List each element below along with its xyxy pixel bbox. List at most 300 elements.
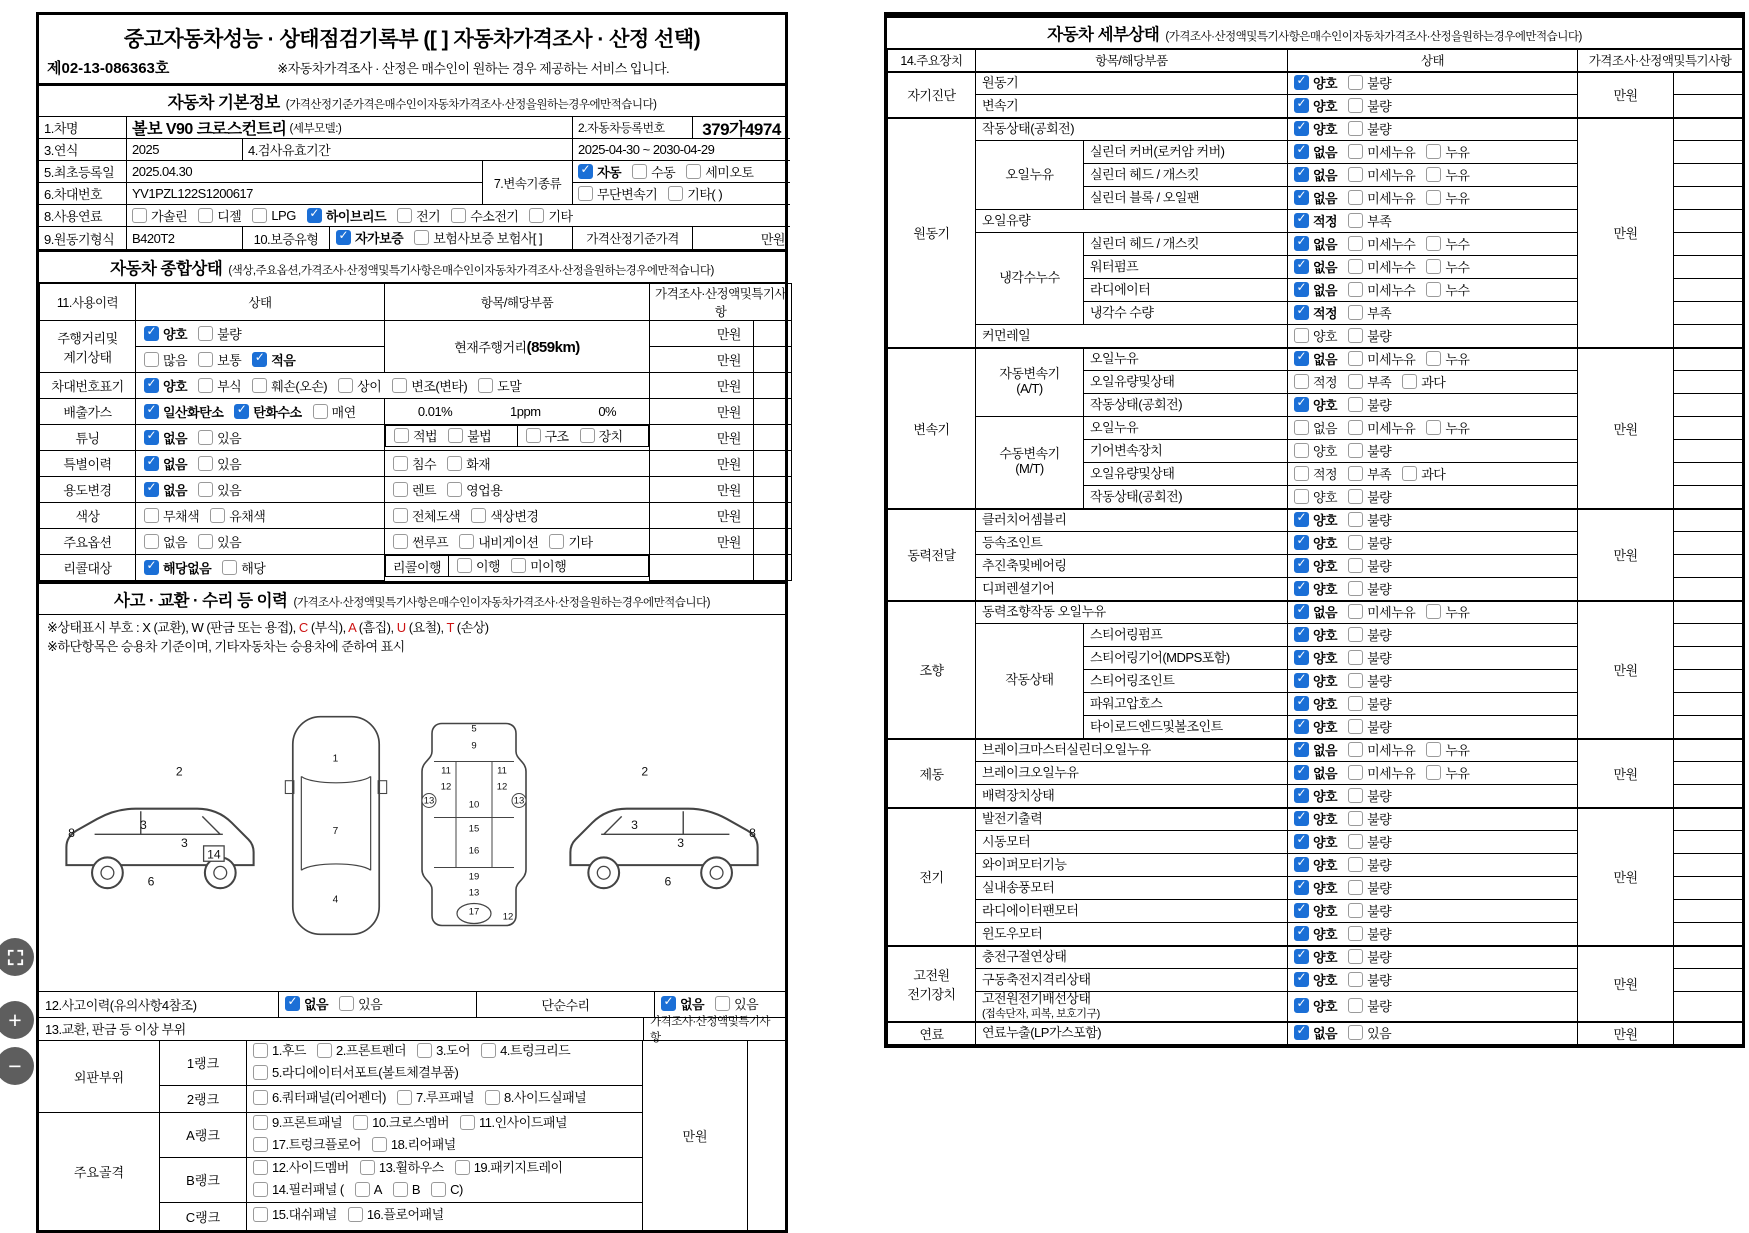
option-수동[interactable]	[632, 162, 675, 181]
option-불량[interactable]	[1348, 924, 1391, 943]
option-불량[interactable]	[1348, 579, 1391, 598]
unchecked-checkbox-icon[interactable]	[393, 534, 408, 549]
checked-checkbox-icon[interactable]	[1294, 75, 1309, 90]
unchecked-checkbox-icon[interactable]	[1426, 765, 1441, 780]
checked-checkbox-icon[interactable]	[234, 404, 249, 419]
unchecked-checkbox-icon[interactable]	[431, 1182, 446, 1197]
unchecked-checkbox-icon[interactable]	[253, 1065, 268, 1080]
option-없음[interactable]	[144, 532, 187, 551]
unchecked-checkbox-icon[interactable]	[313, 404, 328, 419]
unchecked-checkbox-icon[interactable]	[448, 428, 463, 443]
option-누수[interactable]	[1426, 280, 1469, 299]
checked-checkbox-icon[interactable]	[1294, 535, 1309, 550]
unchecked-checkbox-icon[interactable]	[668, 186, 683, 201]
unchecked-checkbox-icon[interactable]	[1348, 949, 1363, 964]
option-적정[interactable]	[1294, 211, 1337, 230]
option-불량[interactable]	[1348, 671, 1391, 690]
checked-checkbox-icon[interactable]	[285, 996, 300, 1011]
option-없음[interactable]	[144, 428, 187, 447]
unchecked-checkbox-icon[interactable]	[1402, 374, 1417, 389]
unchecked-checkbox-icon[interactable]	[253, 1137, 268, 1152]
unchecked-checkbox-icon[interactable]	[1294, 328, 1309, 343]
unchecked-checkbox-icon[interactable]	[253, 1090, 268, 1105]
checked-checkbox-icon[interactable]	[1294, 998, 1309, 1013]
unchecked-checkbox-icon[interactable]	[1348, 190, 1363, 205]
option-양호[interactable]	[1294, 671, 1337, 690]
option-14.필러패널 ([interactable]	[253, 1180, 344, 1199]
option-7.루프패널[interactable]	[397, 1088, 474, 1107]
option-1.후드[interactable]	[253, 1041, 306, 1060]
option-양호[interactable]	[1294, 901, 1337, 920]
option-보험사보증 보험사[ ][interactable]	[414, 228, 542, 247]
option-누수[interactable]	[1426, 257, 1469, 276]
option-하이브리드[interactable]	[307, 206, 386, 225]
option-양호[interactable]	[1294, 832, 1337, 851]
checked-checkbox-icon[interactable]	[1294, 351, 1309, 366]
unchecked-checkbox-icon[interactable]	[355, 1182, 370, 1197]
unchecked-checkbox-icon[interactable]	[460, 1115, 475, 1130]
option-불량[interactable]	[1348, 510, 1391, 529]
option-17.트렁크플로어[interactable]	[253, 1135, 361, 1154]
checked-checkbox-icon[interactable]	[1294, 167, 1309, 182]
unchecked-checkbox-icon[interactable]	[1348, 466, 1363, 481]
checked-checkbox-icon[interactable]	[144, 482, 159, 497]
checked-checkbox-icon[interactable]	[1294, 972, 1309, 987]
option-누유[interactable]	[1426, 349, 1469, 368]
option-불량[interactable]	[1348, 809, 1391, 828]
option-있음[interactable]	[198, 428, 241, 447]
option-보통[interactable]	[198, 350, 241, 369]
option-화재[interactable]	[447, 454, 490, 473]
option-디젤[interactable]	[198, 206, 241, 225]
unchecked-checkbox-icon[interactable]	[339, 996, 354, 1011]
unchecked-checkbox-icon[interactable]	[459, 534, 474, 549]
checked-checkbox-icon[interactable]	[1294, 282, 1309, 297]
unchecked-checkbox-icon[interactable]	[1294, 443, 1309, 458]
unchecked-checkbox-icon[interactable]	[360, 1160, 375, 1175]
option-훼손(오손)[interactable]	[252, 376, 327, 395]
option-미세누유[interactable]	[1348, 763, 1415, 782]
unchecked-checkbox-icon[interactable]	[481, 1043, 496, 1058]
option-미세누유[interactable]	[1348, 165, 1415, 184]
unchecked-checkbox-icon[interactable]	[1348, 374, 1363, 389]
checked-checkbox-icon[interactable]	[1294, 604, 1309, 619]
option-미이행[interactable]	[511, 556, 566, 575]
option-없음[interactable]	[1294, 257, 1337, 276]
unchecked-checkbox-icon[interactable]	[715, 996, 730, 1011]
option-불량[interactable]	[1348, 556, 1391, 575]
option-양호[interactable]	[1294, 510, 1337, 529]
unchecked-checkbox-icon[interactable]	[198, 378, 213, 393]
option-불량[interactable]	[198, 324, 241, 343]
unchecked-checkbox-icon[interactable]	[1348, 857, 1363, 872]
unchecked-checkbox-icon[interactable]	[393, 456, 408, 471]
checked-checkbox-icon[interactable]	[1294, 834, 1309, 849]
unchecked-checkbox-icon[interactable]	[252, 378, 267, 393]
option-불량[interactable]	[1348, 832, 1391, 851]
option-미세누수[interactable]	[1348, 257, 1415, 276]
unchecked-checkbox-icon[interactable]	[1348, 443, 1363, 458]
unchecked-checkbox-icon[interactable]	[132, 208, 147, 223]
option-양호[interactable]	[1294, 970, 1337, 989]
option-불량[interactable]	[1348, 970, 1391, 989]
unchecked-checkbox-icon[interactable]	[1348, 811, 1363, 826]
unchecked-checkbox-icon[interactable]	[1294, 374, 1309, 389]
unchecked-checkbox-icon[interactable]	[1294, 489, 1309, 504]
option-누유[interactable]	[1426, 602, 1469, 621]
unchecked-checkbox-icon[interactable]	[393, 482, 408, 497]
checked-checkbox-icon[interactable]	[1294, 765, 1309, 780]
unchecked-checkbox-icon[interactable]	[455, 1160, 470, 1175]
option-없음[interactable]	[1294, 740, 1337, 759]
option-불량[interactable]	[1348, 625, 1391, 644]
unchecked-checkbox-icon[interactable]	[1348, 742, 1363, 757]
option-적음[interactable]	[252, 350, 295, 369]
option-과다[interactable]	[1402, 464, 1445, 483]
option-없음[interactable]	[144, 454, 187, 473]
option-전기[interactable]	[397, 206, 440, 225]
option-12.사이드멤버[interactable]	[253, 1158, 349, 1177]
option-미세누유[interactable]	[1348, 740, 1415, 759]
option-적정[interactable]	[1294, 372, 1337, 391]
unchecked-checkbox-icon[interactable]	[526, 428, 541, 443]
unchecked-checkbox-icon[interactable]	[1348, 236, 1363, 251]
unchecked-checkbox-icon[interactable]	[1348, 282, 1363, 297]
option-B[interactable]	[393, 1180, 420, 1199]
checked-checkbox-icon[interactable]	[1294, 650, 1309, 665]
option-19.패키지트레이[interactable]	[455, 1158, 563, 1177]
unchecked-checkbox-icon[interactable]	[1348, 535, 1363, 550]
unchecked-checkbox-icon[interactable]	[253, 1043, 268, 1058]
option-가솔린[interactable]	[132, 206, 187, 225]
option-양호[interactable]	[1294, 717, 1337, 736]
option-누유[interactable]	[1426, 763, 1469, 782]
checked-checkbox-icon[interactable]	[307, 208, 322, 223]
unchecked-checkbox-icon[interactable]	[144, 508, 159, 523]
option-LPG[interactable]	[252, 208, 296, 223]
option-전체도색[interactable]	[393, 506, 460, 525]
unchecked-checkbox-icon[interactable]	[1348, 673, 1363, 688]
option-미세누유[interactable]	[1348, 418, 1415, 437]
unchecked-checkbox-icon[interactable]	[451, 208, 466, 223]
checked-checkbox-icon[interactable]	[1294, 236, 1309, 251]
unchecked-checkbox-icon[interactable]	[253, 1207, 268, 1222]
zoom-in-button[interactable]	[0, 1001, 34, 1039]
checked-checkbox-icon[interactable]	[1294, 512, 1309, 527]
unchecked-checkbox-icon[interactable]	[1426, 144, 1441, 159]
option-양호[interactable]	[1294, 395, 1337, 414]
option-9.프론트패널[interactable]	[253, 1113, 342, 1132]
checked-checkbox-icon[interactable]	[1294, 719, 1309, 734]
fullscreen-button[interactable]	[0, 938, 34, 976]
checked-checkbox-icon[interactable]	[144, 404, 159, 419]
option-양호[interactable]	[1294, 855, 1337, 874]
unchecked-checkbox-icon[interactable]	[1348, 98, 1363, 113]
option-부식[interactable]	[198, 376, 241, 395]
checked-checkbox-icon[interactable]	[1294, 926, 1309, 941]
option-도말[interactable]	[478, 376, 521, 395]
checked-checkbox-icon[interactable]	[1294, 811, 1309, 826]
unchecked-checkbox-icon[interactable]	[1426, 742, 1441, 757]
unchecked-checkbox-icon[interactable]	[1348, 328, 1363, 343]
unchecked-checkbox-icon[interactable]	[549, 534, 564, 549]
unchecked-checkbox-icon[interactable]	[686, 164, 701, 179]
option-무채색[interactable]	[144, 506, 199, 525]
unchecked-checkbox-icon[interactable]	[372, 1137, 387, 1152]
unchecked-checkbox-icon[interactable]	[1426, 259, 1441, 274]
option-유채색[interactable]	[210, 506, 265, 525]
option-없음[interactable]	[1294, 234, 1337, 253]
option-과다[interactable]	[1402, 372, 1445, 391]
option-있음[interactable]	[198, 532, 241, 551]
unchecked-checkbox-icon[interactable]	[1348, 489, 1363, 504]
unchecked-checkbox-icon[interactable]	[253, 1182, 268, 1197]
unchecked-checkbox-icon[interactable]	[1348, 213, 1363, 228]
unchecked-checkbox-icon[interactable]	[394, 428, 409, 443]
option-누유[interactable]	[1426, 740, 1469, 759]
unchecked-checkbox-icon[interactable]	[1426, 282, 1441, 297]
unchecked-checkbox-icon[interactable]	[1348, 972, 1363, 987]
unchecked-checkbox-icon[interactable]	[1348, 880, 1363, 895]
option-있음[interactable]	[198, 454, 241, 473]
option-13.휠하우스[interactable]	[360, 1158, 444, 1177]
checked-checkbox-icon[interactable]	[1294, 880, 1309, 895]
checked-checkbox-icon[interactable]	[1294, 305, 1309, 320]
unchecked-checkbox-icon[interactable]	[1348, 305, 1363, 320]
unchecked-checkbox-icon[interactable]	[1348, 765, 1363, 780]
unchecked-checkbox-icon[interactable]	[1348, 1025, 1363, 1040]
unchecked-checkbox-icon[interactable]	[317, 1043, 332, 1058]
checked-checkbox-icon[interactable]	[661, 996, 676, 1011]
option-양호[interactable]	[144, 376, 187, 395]
checked-checkbox-icon[interactable]	[1294, 98, 1309, 113]
option-양호[interactable]	[1294, 326, 1337, 345]
option-있음[interactable]	[198, 480, 241, 499]
option-4.트렁크리드[interactable]	[481, 1041, 570, 1060]
checked-checkbox-icon[interactable]	[144, 456, 159, 471]
option-2.프론트펜더[interactable]	[317, 1041, 406, 1060]
unchecked-checkbox-icon[interactable]	[1348, 167, 1363, 182]
checked-checkbox-icon[interactable]	[144, 326, 159, 341]
unchecked-checkbox-icon[interactable]	[1426, 236, 1441, 251]
option-양호[interactable]	[1294, 73, 1337, 92]
option-11.인사이드패널[interactable]	[460, 1113, 567, 1132]
option-없음[interactable]	[1294, 349, 1337, 368]
option-누유[interactable]	[1426, 165, 1469, 184]
option-없음[interactable]	[1294, 165, 1337, 184]
unchecked-checkbox-icon[interactable]	[1348, 259, 1363, 274]
unchecked-checkbox-icon[interactable]	[1348, 121, 1363, 136]
option-없음[interactable]	[285, 994, 328, 1013]
checked-checkbox-icon[interactable]	[336, 230, 351, 245]
unchecked-checkbox-icon[interactable]	[1348, 351, 1363, 366]
option-적법[interactable]	[394, 426, 437, 445]
option-불량[interactable]	[1348, 96, 1391, 115]
option-미세누유[interactable]	[1348, 188, 1415, 207]
option-수소전기[interactable]	[451, 206, 518, 225]
option-누수[interactable]	[1426, 234, 1469, 253]
checked-checkbox-icon[interactable]	[1294, 1025, 1309, 1040]
unchecked-checkbox-icon[interactable]	[348, 1207, 363, 1222]
checked-checkbox-icon[interactable]	[1294, 581, 1309, 596]
unchecked-checkbox-icon[interactable]	[397, 208, 412, 223]
option-누유[interactable]	[1426, 142, 1469, 161]
option-미세누유[interactable]	[1348, 142, 1415, 161]
option-불량[interactable]	[1348, 996, 1391, 1015]
option-양호[interactable]	[1294, 694, 1337, 713]
unchecked-checkbox-icon[interactable]	[397, 1090, 412, 1105]
unchecked-checkbox-icon[interactable]	[198, 534, 213, 549]
checked-checkbox-icon[interactable]	[1294, 627, 1309, 642]
option-5.라디에이터서포트(볼트체결부품)[interactable]	[253, 1063, 458, 1082]
option-없음[interactable]	[1294, 1023, 1337, 1042]
option-적정[interactable]	[1294, 464, 1337, 483]
option-불량[interactable]	[1348, 648, 1391, 667]
option-양호[interactable]	[1294, 625, 1337, 644]
option-썬루프[interactable]	[393, 532, 448, 551]
option-기타[interactable]	[549, 532, 592, 551]
option-불량[interactable]	[1348, 326, 1391, 345]
option-이행[interactable]	[457, 556, 500, 575]
option-불법[interactable]	[448, 426, 491, 445]
unchecked-checkbox-icon[interactable]	[393, 1182, 408, 1197]
checked-checkbox-icon[interactable]	[1294, 121, 1309, 136]
option-매연[interactable]	[313, 402, 356, 421]
unchecked-checkbox-icon[interactable]	[1348, 397, 1363, 412]
unchecked-checkbox-icon[interactable]	[1426, 420, 1441, 435]
option-미세누수[interactable]	[1348, 280, 1415, 299]
option-불량[interactable]	[1348, 487, 1391, 506]
option-16.플로어패널[interactable]	[348, 1205, 444, 1224]
option-불량[interactable]	[1348, 901, 1391, 920]
unchecked-checkbox-icon[interactable]	[198, 326, 213, 341]
option-있음[interactable]	[339, 994, 382, 1013]
option-탄화수소[interactable]	[234, 402, 301, 421]
unchecked-checkbox-icon[interactable]	[580, 428, 595, 443]
unchecked-checkbox-icon[interactable]	[1348, 558, 1363, 573]
unchecked-checkbox-icon[interactable]	[478, 378, 493, 393]
checked-checkbox-icon[interactable]	[1294, 742, 1309, 757]
option-불량[interactable]	[1348, 395, 1391, 414]
checked-checkbox-icon[interactable]	[1294, 190, 1309, 205]
unchecked-checkbox-icon[interactable]	[1348, 627, 1363, 642]
checked-checkbox-icon[interactable]	[1294, 558, 1309, 573]
unchecked-checkbox-icon[interactable]	[1348, 604, 1363, 619]
option-내비게이션[interactable]	[459, 532, 538, 551]
unchecked-checkbox-icon[interactable]	[1426, 351, 1441, 366]
option-불량[interactable]	[1348, 441, 1391, 460]
unchecked-checkbox-icon[interactable]	[447, 482, 462, 497]
unchecked-checkbox-icon[interactable]	[222, 560, 237, 575]
option-누유[interactable]	[1426, 188, 1469, 207]
option-양호[interactable]	[1294, 924, 1337, 943]
option-양호[interactable]	[1294, 556, 1337, 575]
unchecked-checkbox-icon[interactable]	[198, 482, 213, 497]
option-불량[interactable]	[1348, 533, 1391, 552]
unchecked-checkbox-icon[interactable]	[353, 1115, 368, 1130]
unchecked-checkbox-icon[interactable]	[392, 378, 407, 393]
option-해당없음[interactable]	[144, 558, 211, 577]
option-없음[interactable]	[1294, 602, 1337, 621]
unchecked-checkbox-icon[interactable]	[198, 430, 213, 445]
checked-checkbox-icon[interactable]	[1294, 949, 1309, 964]
option-영업용[interactable]	[447, 480, 502, 499]
option-해당[interactable]	[222, 558, 265, 577]
option-양호[interactable]	[1294, 947, 1337, 966]
option-양호[interactable]	[144, 324, 187, 343]
unchecked-checkbox-icon[interactable]	[578, 186, 593, 201]
unchecked-checkbox-icon[interactable]	[1348, 144, 1363, 159]
option-불량[interactable]	[1348, 878, 1391, 897]
option-부족[interactable]	[1348, 303, 1391, 322]
unchecked-checkbox-icon[interactable]	[1348, 650, 1363, 665]
option-많음[interactable]	[144, 350, 187, 369]
unchecked-checkbox-icon[interactable]	[1426, 190, 1441, 205]
option-상이[interactable]	[338, 376, 381, 395]
option-색상변경[interactable]	[471, 506, 538, 525]
option-없음[interactable]	[1294, 142, 1337, 161]
unchecked-checkbox-icon[interactable]	[417, 1043, 432, 1058]
unchecked-checkbox-icon[interactable]	[1348, 788, 1363, 803]
unchecked-checkbox-icon[interactable]	[198, 352, 213, 367]
option-A[interactable]	[355, 1180, 382, 1199]
option-양호[interactable]	[1294, 996, 1337, 1015]
option-불량[interactable]	[1348, 73, 1391, 92]
option-10.크로스멤버[interactable]	[353, 1113, 449, 1132]
option-침수[interactable]	[393, 454, 436, 473]
option-렌트[interactable]	[393, 480, 436, 499]
unchecked-checkbox-icon[interactable]	[1348, 719, 1363, 734]
checked-checkbox-icon[interactable]	[1294, 788, 1309, 803]
option-없음[interactable]	[1294, 280, 1337, 299]
unchecked-checkbox-icon[interactable]	[1348, 581, 1363, 596]
option-없음[interactable]	[1294, 418, 1337, 437]
unchecked-checkbox-icon[interactable]	[1348, 903, 1363, 918]
option-8.사이드실패널[interactable]	[485, 1088, 586, 1107]
option-불량[interactable]	[1348, 786, 1391, 805]
option-불량[interactable]	[1348, 855, 1391, 874]
option-없음[interactable]	[1294, 763, 1337, 782]
option-양호[interactable]	[1294, 441, 1337, 460]
option-양호[interactable]	[1294, 786, 1337, 805]
unchecked-checkbox-icon[interactable]	[447, 456, 462, 471]
checked-checkbox-icon[interactable]	[252, 352, 267, 367]
unchecked-checkbox-icon[interactable]	[1348, 512, 1363, 527]
unchecked-checkbox-icon[interactable]	[471, 508, 486, 523]
option-불량[interactable]	[1348, 947, 1391, 966]
checked-checkbox-icon[interactable]	[1294, 696, 1309, 711]
option-기타[interactable]	[529, 206, 572, 225]
unchecked-checkbox-icon[interactable]	[144, 352, 159, 367]
checked-checkbox-icon[interactable]	[1294, 857, 1309, 872]
option-누유[interactable]	[1426, 418, 1469, 437]
option-양호[interactable]	[1294, 809, 1337, 828]
unchecked-checkbox-icon[interactable]	[393, 508, 408, 523]
option-자가보증[interactable]	[336, 228, 403, 247]
unchecked-checkbox-icon[interactable]	[252, 208, 267, 223]
unchecked-checkbox-icon[interactable]	[1348, 998, 1363, 1013]
checked-checkbox-icon[interactable]	[1294, 397, 1309, 412]
zoom-out-button[interactable]	[0, 1047, 34, 1085]
unchecked-checkbox-icon[interactable]	[210, 508, 225, 523]
checked-checkbox-icon[interactable]	[1294, 144, 1309, 159]
checked-checkbox-icon[interactable]	[1294, 259, 1309, 274]
option-구조[interactable]	[526, 426, 569, 445]
option-적정[interactable]	[1294, 303, 1337, 322]
checked-checkbox-icon[interactable]	[1294, 903, 1309, 918]
option-불량[interactable]	[1348, 717, 1391, 736]
option-C)[interactable]	[431, 1180, 463, 1199]
